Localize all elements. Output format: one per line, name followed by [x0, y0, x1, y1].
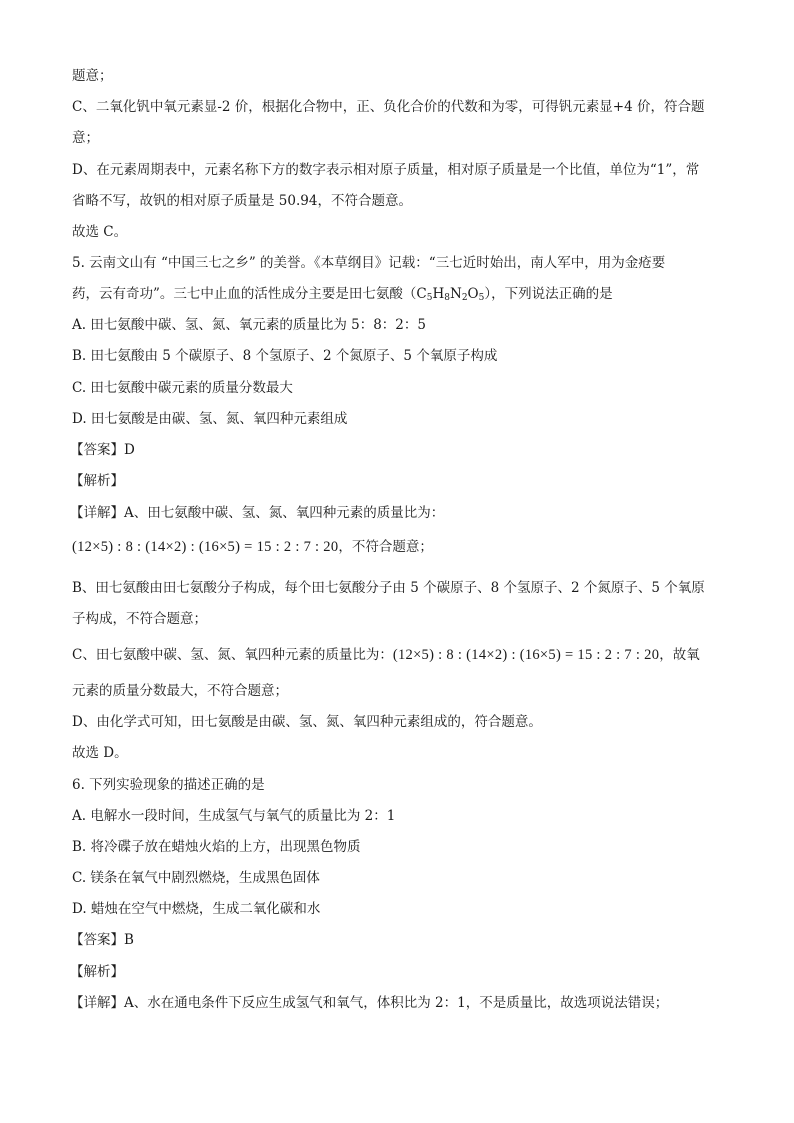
option-c: C. 镁条在氧气中剧烈燃烧，生成黑色固体 — [72, 870, 320, 886]
text-segment: A、水在通电条件下反应生成氢气和氧气，体积比为 2：1，不是质量比，故选项说法错误； — [124, 995, 669, 1011]
explanation-line — [70, 994, 668, 1012]
text-line: 题意； — [72, 68, 113, 84]
option-c: C. 田七氨酸中碳元素的质量分数最大 — [72, 380, 293, 396]
explanation-line — [70, 504, 444, 522]
answer-line — [70, 441, 135, 459]
text-line: B、田七氨酸由田七氨酸分子构成，每个田七氨酸分子由 5 个碳原子、8 个氢原子、2 个氮原子、5 个氧原 — [72, 580, 705, 596]
answer-value: B — [124, 932, 134, 948]
option-d: D. 蜡烛在空气中燃烧，生成二氧化碳和水 — [72, 901, 321, 917]
analysis-tag: 【解析】 — [70, 964, 124, 980]
math-line — [72, 538, 433, 556]
chemical-formula: $C_5H_8N_2O_5$ — [416, 286, 485, 303]
mass-ratio-equation: (12×5) : 8 : (14×2) : (16×5) = 15 : 2 : 7 : 20 — [72, 539, 339, 555]
text-segment: C、田七氨酸中碳、氢、氮、氧四种元素的质量比为： — [72, 647, 393, 663]
option-a: A. 田七氨酸中碳、氢、氮、氧元素的质量比为 5：8：2：5 — [72, 317, 426, 333]
question-5-stem-cont — [72, 285, 613, 303]
analysis-tag: 【解析】 — [70, 473, 124, 489]
text-segment: A、田七氨酸中碳、氢、氮、氧四种元素的质量比为： — [124, 505, 445, 521]
text-line: D、在元素周期表中，元素名称下方的数字表示相对原子质量，相对原子质量是一个比值，单位为“1”，常 — [72, 162, 700, 178]
mass-ratio-equation: (12×5) : 8 : (14×2) : (16×5) = 15 : 2 : 7 : 20 — [392, 647, 660, 663]
text-line: 省略不写，故钒的相对原子质量是 50.94，不符合题意。 — [72, 193, 412, 209]
text-segment: ，不符合题意； — [338, 539, 433, 555]
text-line: 故选 D。 — [72, 745, 128, 761]
math-line — [72, 646, 700, 664]
question-5-stem: 5. 云南文山有 “中国三七之乡” 的美誉。《本草纲目》记载：“三七近时始出，南人军中，用为金疮要 — [72, 255, 666, 271]
text-line: 元素的质量分数最大，不符合题意； — [72, 683, 288, 699]
option-b: B. 田七氨酸由 5 个碳原子、8 个氢原子、2 个氮原子、5 个氧原子构成 — [72, 348, 498, 364]
explanation-tag: 【详解】 — [70, 995, 124, 1011]
question-6-stem: 6. 下列实验现象的描述正确的是 — [72, 777, 265, 793]
option-d: D. 田七氨酸是由碳、氢、氮、氧四种元素组成 — [72, 411, 348, 427]
text-line: 故选 C。 — [72, 224, 128, 240]
answer-line — [70, 931, 134, 949]
answer-tag: 【答案】 — [70, 932, 124, 948]
text-segment: 药，云有奇功”。三七中止血的活性成分主要是田七氨酸（ — [72, 286, 417, 302]
text-line: D、由化学式可知，田七氨酸是由碳、氢、氮、氧四种元素组成的，符合题意。 — [72, 714, 542, 730]
text-segment: ，故氧 — [659, 647, 700, 663]
option-b: B. 将冷碟子放在蜡烛火焰的上方，出现黑色物质 — [72, 839, 361, 855]
explanation-tag: 【详解】 — [70, 505, 124, 521]
option-a: A. 电解水一段时间，生成氢气与氧气的质量比为 2：1 — [72, 808, 396, 824]
answer-tag: 【答案】 — [70, 442, 124, 458]
text-line: 子构成，不符合题意； — [72, 611, 207, 627]
text-segment: ），下列说法正确的是 — [484, 286, 613, 302]
text-line: C、二氧化钒中氧元素显-2 价，根据化合物中，正、负化合价的代数和为零，可得钒元素显+4 价，符合题 — [72, 99, 705, 115]
answer-value: D — [124, 442, 135, 458]
text-line: 意； — [72, 130, 99, 146]
